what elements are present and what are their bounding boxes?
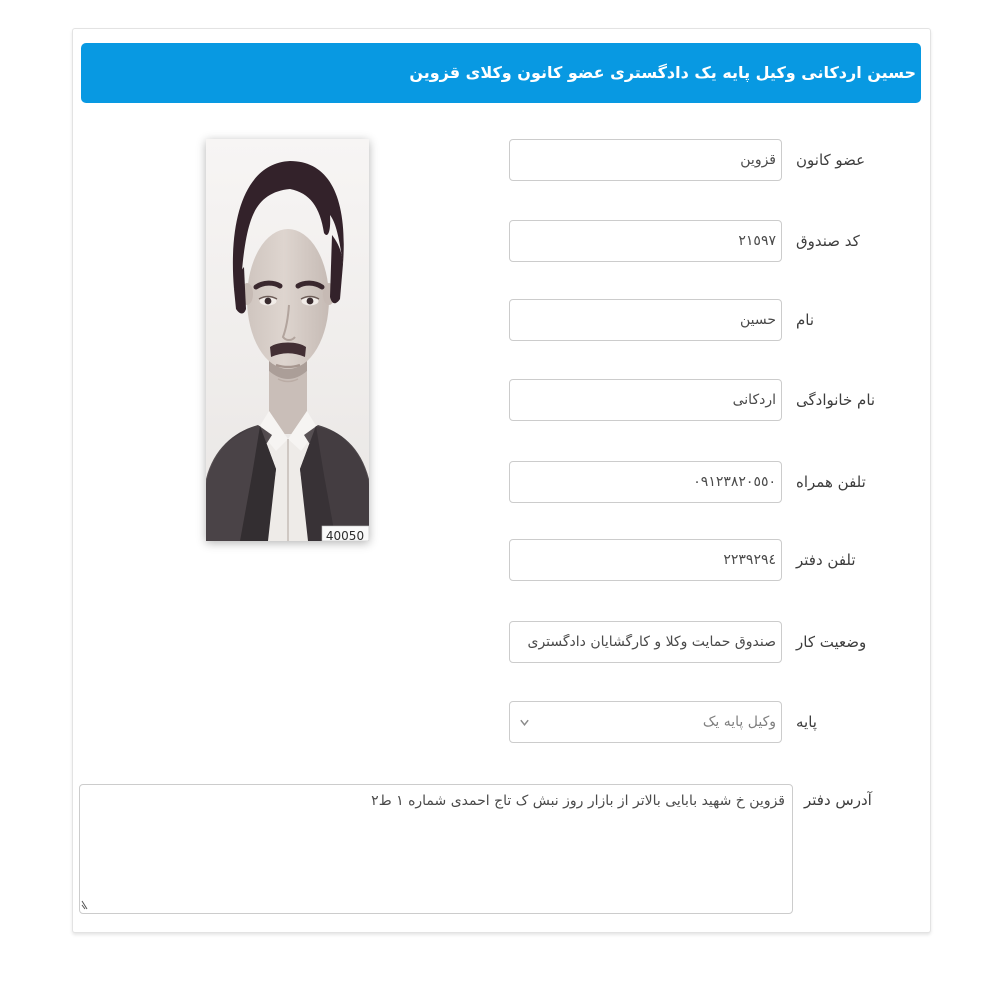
form-row	[509, 379, 939, 421]
grade-label: پایه	[796, 713, 817, 731]
fund-code-input[interactable]	[509, 220, 782, 262]
work-status-input[interactable]	[509, 621, 782, 663]
office-phone-label: تلفن دفتر	[796, 551, 856, 569]
photo-stamp-number: 40050	[325, 529, 365, 541]
form-row	[509, 139, 939, 181]
office-phone-input[interactable]	[509, 539, 782, 581]
portrait-illustration	[206, 139, 369, 541]
grade-select[interactable]	[509, 701, 782, 743]
first-name-label: نام	[796, 311, 815, 329]
form-row	[509, 701, 939, 743]
member-of-bar-input[interactable]	[509, 139, 782, 181]
form-row	[509, 539, 939, 581]
chevron-down-icon	[519, 717, 530, 728]
form-row	[509, 621, 939, 663]
grade-select-value: وکیل پایه یک	[702, 714, 776, 730]
page-title: حسین اردکانی وکیل پایه یک دادگستری عضو کانون وکلای قزوین	[81, 43, 921, 103]
lawyer-photo	[206, 139, 369, 541]
form-row	[509, 461, 939, 503]
mobile-phone-input[interactable]	[509, 461, 782, 503]
work-status-label: وضعیت کار	[796, 633, 867, 651]
form-row	[509, 220, 939, 262]
profile-card	[72, 28, 931, 933]
form-row	[509, 299, 939, 341]
mobile-phone-label: تلفن همراه	[796, 473, 866, 491]
member-of-bar-label: عضو کانون	[796, 151, 866, 169]
last-name-label: نام خانوادگی	[796, 391, 876, 409]
last-name-input[interactable]	[509, 379, 782, 421]
office-address-textarea[interactable]	[79, 784, 793, 914]
first-name-input[interactable]	[509, 299, 782, 341]
fund-code-label: کد صندوق	[796, 232, 860, 250]
office-address-label: آدرس دفتر	[804, 791, 872, 809]
